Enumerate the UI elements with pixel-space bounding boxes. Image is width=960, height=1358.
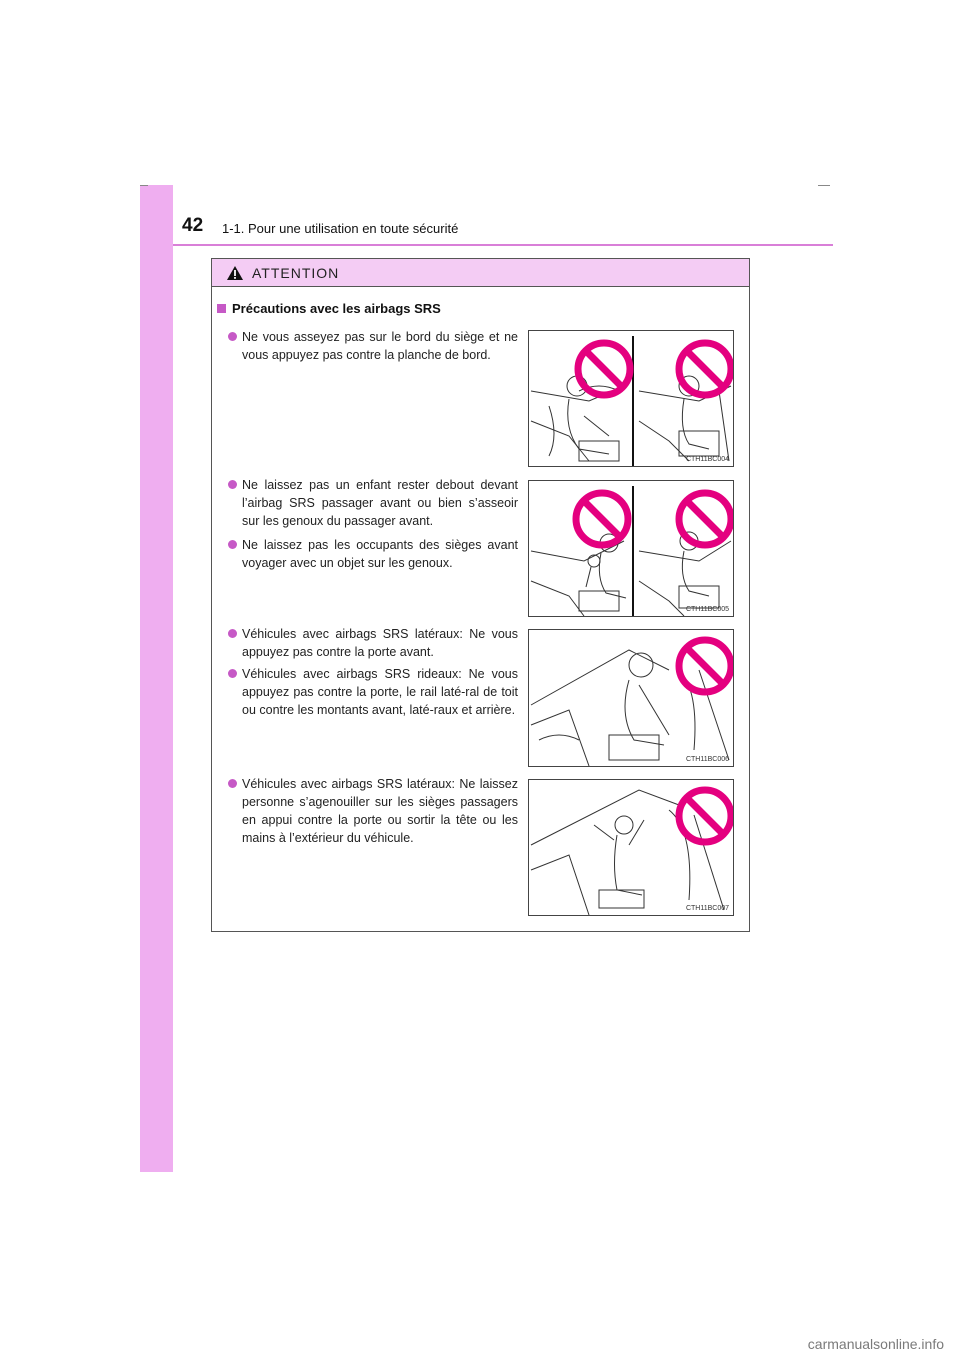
watermark: carmanualsonline.info xyxy=(807,1336,944,1352)
illustration-edge-of-seat xyxy=(528,330,734,467)
chapter-side-bar xyxy=(140,185,173,1172)
header-rule xyxy=(173,244,833,246)
bullet-dot-icon xyxy=(228,779,237,788)
list-item-text: Ne laissez pas les occupants des sièges avant voyager avec un objet sur les genoux. xyxy=(242,538,518,570)
list-item xyxy=(228,536,518,572)
list-item xyxy=(228,328,518,364)
bullet-dot-icon xyxy=(228,332,237,341)
list-item-text: Ne laissez pas un enfant rester debout devant l’airbag SRS passager avant ou bien s’asseoir sur les genoux du passager avant. xyxy=(242,478,518,528)
prohibition-sign-icon xyxy=(679,640,731,692)
list-item xyxy=(228,476,518,530)
illustration-kneeling-on-seat xyxy=(528,779,734,916)
warning-label: ATTENTION xyxy=(252,264,340,281)
prohibition-sign-icon xyxy=(679,343,731,395)
figure-code: CTH11BC004 xyxy=(685,456,729,463)
warning-header xyxy=(212,259,749,287)
list-item-text: Véhicules avec airbags SRS latéraux: Ne laissez personne s’agenouiller sur les sièges passagers en appui contre la porte ou sortir la tête ou les mains à l’extérieur du véhicule. xyxy=(242,777,518,845)
list-item-text: Ne vous asseyez pas sur le bord du siège et ne vous appuyez pas contre la planche de bord. xyxy=(242,330,518,362)
figure-code: CTH11BC006 xyxy=(685,756,729,763)
list-item xyxy=(228,775,518,847)
square-bullet-icon xyxy=(217,304,226,313)
list-item-text: Véhicules avec airbags SRS latéraux: Ne vous appuyez pas contre la porte avant. xyxy=(242,627,518,659)
illustration-leaning-on-door xyxy=(528,629,734,767)
list-item-text: Véhicules avec airbags SRS rideaux: Ne vous appuyez pas contre la porte, le rail laté-ral de toit ou contre les montants avant, laté-raux et arrière. xyxy=(242,667,518,717)
section-heading xyxy=(217,301,441,316)
figure-code: CTH11BC005 xyxy=(685,606,729,613)
list-item xyxy=(228,625,518,661)
crop-mark-right xyxy=(818,185,830,186)
prohibition-sign-icon xyxy=(679,493,731,545)
list-item xyxy=(228,665,518,719)
figure-code: CTH11BC007 xyxy=(685,905,729,912)
bullet-dot-icon xyxy=(228,540,237,549)
crop-mark-left xyxy=(140,185,148,186)
section-title: 1-1. Pour une utilisation en toute sécurité xyxy=(222,221,459,236)
page-number: 42 xyxy=(182,215,204,236)
warning-box xyxy=(211,258,750,932)
section-heading-text: Précautions avec les airbags SRS xyxy=(232,301,441,316)
bullet-dot-icon xyxy=(228,480,237,489)
prohibition-sign-icon xyxy=(679,790,731,842)
illustration-child-standing xyxy=(528,480,734,617)
warning-triangle-icon xyxy=(226,265,244,281)
prohibition-sign-icon xyxy=(578,343,630,395)
bullet-dot-icon xyxy=(228,629,237,638)
bullet-dot-icon xyxy=(228,669,237,678)
